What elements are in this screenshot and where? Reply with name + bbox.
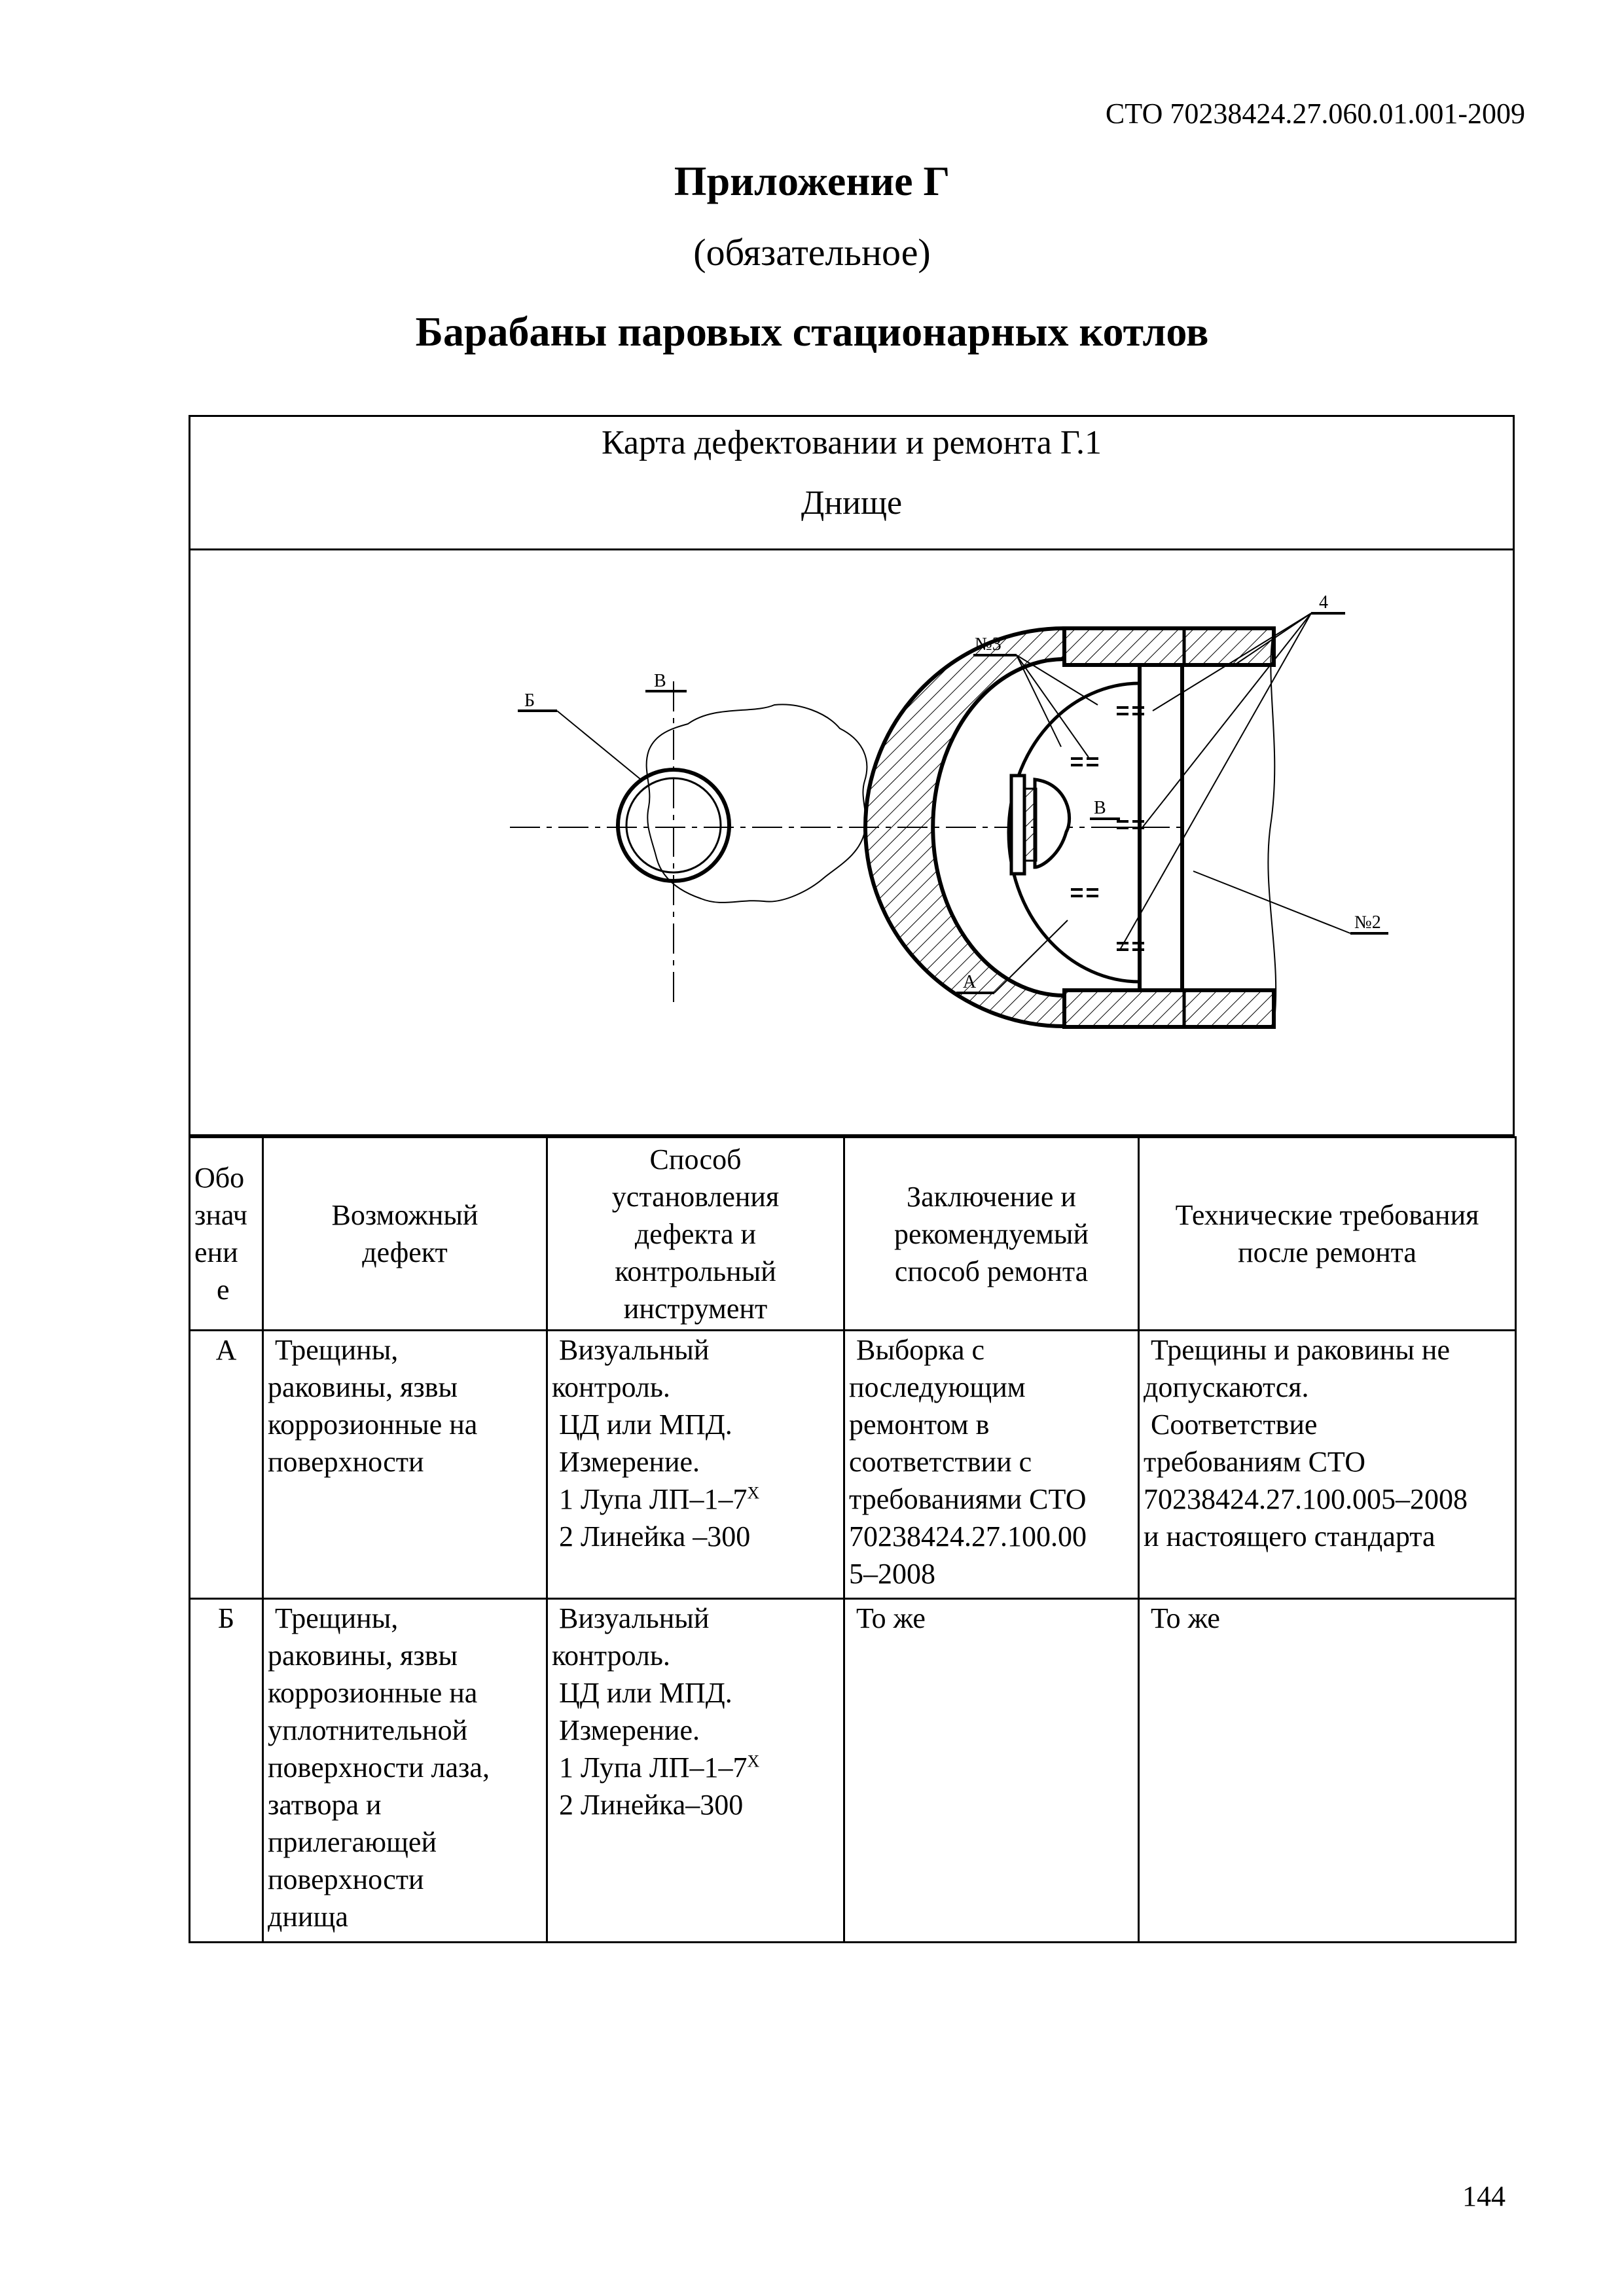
- row-method: Визуальный контроль. ЦД или МПД. Измерение. 1 Лупа $ЛП-1-7^Х$ 2 Линейка –300: [547, 1331, 844, 1599]
- label-n3: №3: [975, 634, 1001, 655]
- row-code: Б: [190, 1599, 263, 1943]
- row-defect: Трещины, раковины, язвы коррозионные на поверхности: [263, 1331, 547, 1599]
- header-defect: Возможный дефект: [263, 1138, 547, 1331]
- table-header-row: [190, 1138, 1516, 1331]
- row-conclusion: Выборка с последующим ремонтом в соответствии с требованиями СТО 70238424.27.100.00 5–2008: [844, 1331, 1139, 1599]
- manhole-cover-plate: [1011, 776, 1024, 874]
- row-method-sup: Х: [747, 1751, 760, 1771]
- appendix-caption: Барабаны паровых стационарных котлов: [415, 308, 1209, 355]
- label-b-front: Б: [524, 691, 535, 711]
- label-v-front: В: [654, 671, 666, 691]
- table-row: [190, 1599, 1516, 1943]
- defects-table: [189, 1136, 1517, 1943]
- row-code: А: [190, 1331, 263, 1599]
- standard-code: СТО 70238424.27.060.01.001-2009: [1105, 98, 1525, 130]
- label-a: А: [963, 972, 977, 992]
- label-four: 4: [1319, 592, 1328, 613]
- header-conclusion: Заключение и рекомендуемый способ ремонта: [844, 1138, 1139, 1331]
- manhole-neck: [1024, 789, 1036, 861]
- card-header: [190, 417, 1513, 550]
- card-part-name: Днище: [801, 484, 903, 522]
- appendix-status: (обязательное): [693, 231, 931, 274]
- shell-flange-bottom: [1064, 990, 1274, 1027]
- row-method: Визуальный контроль. ЦД или МПД. Измерение. 1 Лупа $ЛП-1-7^Х$ 2 Линейка–300: [547, 1599, 844, 1943]
- header-method: Способ установления дефекта и контрольный инструмент: [547, 1138, 844, 1331]
- page-number: 144: [1462, 2180, 1506, 2212]
- weld-marks: [1071, 708, 1144, 950]
- label-n2: №2: [1354, 912, 1381, 933]
- header-requirements: Технические требования после ремонта: [1139, 1138, 1516, 1331]
- drum-head-drawing: [190, 550, 1513, 1136]
- row-conclusion: То же: [844, 1599, 1139, 1943]
- row-requirements: То же: [1139, 1599, 1516, 1943]
- manhole-cover-dome: [1035, 780, 1070, 867]
- row-defect: Трещины, раковины, язвы коррозионные на уплотнительной поверхности лаза, затвора и прилегающей поверхности днища: [263, 1599, 547, 1943]
- card-title: Карта дефектовании и ремонта Г.1: [601, 424, 1102, 461]
- row-requirements: Трещины и раковины не допускаются. Соответствие требованиям СТО 70238424.27.100.005–2008 и настоящего стандарта: [1139, 1331, 1516, 1599]
- label-v-side: В: [1094, 798, 1106, 818]
- header-code: Обо знач ени е: [190, 1138, 263, 1331]
- appendix-title: Приложение Г: [674, 158, 950, 204]
- defect-card: [189, 415, 1515, 1136]
- table-row: [190, 1331, 1516, 1599]
- row-method-sup: Х: [747, 1483, 760, 1503]
